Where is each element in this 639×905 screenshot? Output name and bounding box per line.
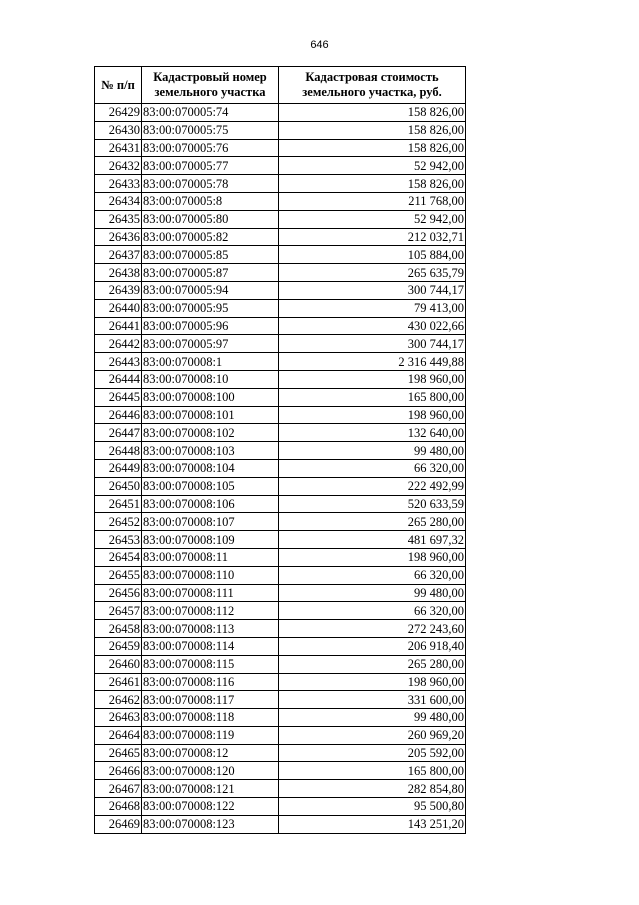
- row-number-cell: 26440: [95, 299, 142, 317]
- cadastral-number-cell: 83:00:070005:85: [142, 246, 279, 264]
- row-number-cell: 26445: [95, 388, 142, 406]
- table-row: [95, 406, 466, 424]
- cadastral-number-cell: 83:00:070008:113: [142, 620, 279, 638]
- row-number-cell: 26467: [95, 780, 142, 798]
- row-number-cell: 26449: [95, 459, 142, 477]
- cadastral-number-cell: 83:00:070005:82: [142, 228, 279, 246]
- cadastral-number-cell: 83:00:070008:117: [142, 691, 279, 709]
- cadastral-value-cell: 265 280,00: [279, 513, 466, 531]
- header-cadastral-value: Кадастровая стоимость земельного участка, руб.: [279, 67, 466, 104]
- row-number-cell: 26438: [95, 264, 142, 282]
- row-number-cell: 26465: [95, 744, 142, 762]
- cadastral-value-cell: 206 918,40: [279, 637, 466, 655]
- row-number-cell: 26461: [95, 673, 142, 691]
- table-row: [95, 157, 466, 175]
- row-number-cell: 26447: [95, 424, 142, 442]
- cadastral-value-cell: 520 633,59: [279, 495, 466, 513]
- cadastral-number-cell: 83:00:070008:103: [142, 442, 279, 460]
- cadastral-number-cell: 83:00:070008:12: [142, 744, 279, 762]
- cadastral-number-cell: 83:00:070008:120: [142, 762, 279, 780]
- cadastral-value-cell: 165 800,00: [279, 762, 466, 780]
- cadastral-value-cell: 430 022,66: [279, 317, 466, 335]
- cadastral-value-cell: 265 280,00: [279, 655, 466, 673]
- row-number-cell: 26446: [95, 406, 142, 424]
- table-row: [95, 495, 466, 513]
- table-row: [95, 673, 466, 691]
- row-number-cell: 26459: [95, 637, 142, 655]
- table-row: [95, 744, 466, 762]
- table-row: [95, 602, 466, 620]
- cadastral-number-cell: 83:00:070008:10: [142, 370, 279, 388]
- table-row: [95, 637, 466, 655]
- row-number-cell: 26429: [95, 104, 142, 122]
- cadastral-value-cell: 198 960,00: [279, 673, 466, 691]
- table-row: [95, 548, 466, 566]
- table-row: [95, 709, 466, 727]
- row-number-cell: 26463: [95, 709, 142, 727]
- table-row: [95, 655, 466, 673]
- cadastral-number-cell: 83:00:070008:118: [142, 709, 279, 727]
- table-row: [95, 815, 466, 833]
- row-number-cell: 26466: [95, 762, 142, 780]
- cadastral-number-cell: 83:00:070008:116: [142, 673, 279, 691]
- cadastral-number-cell: 83:00:070005:96: [142, 317, 279, 335]
- cadastral-value-cell: 143 251,20: [279, 815, 466, 833]
- cadastral-value-cell: 52 942,00: [279, 210, 466, 228]
- cadastral-value-cell: 158 826,00: [279, 104, 466, 122]
- cadastral-number-cell: 83:00:070005:78: [142, 175, 279, 193]
- cadastral-value-cell: 2 316 449,88: [279, 353, 466, 371]
- table-row: [95, 798, 466, 816]
- table-row: [95, 335, 466, 353]
- table-row: [95, 513, 466, 531]
- row-number-cell: 26452: [95, 513, 142, 531]
- cadastral-value-cell: 66 320,00: [279, 459, 466, 477]
- cadastral-value-cell: 158 826,00: [279, 139, 466, 157]
- cadastral-number-cell: 83:00:070005:87: [142, 264, 279, 282]
- cadastral-number-cell: 83:00:070008:104: [142, 459, 279, 477]
- table-row: [95, 566, 466, 584]
- cadastral-number-cell: 83:00:070008:105: [142, 477, 279, 495]
- row-number-cell: 26454: [95, 548, 142, 566]
- cadastral-value-cell: 331 600,00: [279, 691, 466, 709]
- row-number-cell: 26432: [95, 157, 142, 175]
- cadastral-number-cell: 83:00:070008:106: [142, 495, 279, 513]
- cadastral-value-cell: 158 826,00: [279, 175, 466, 193]
- row-number-cell: 26455: [95, 566, 142, 584]
- cadastral-value-cell: 66 320,00: [279, 566, 466, 584]
- table-row: [95, 246, 466, 264]
- cadastral-number-cell: 83:00:070005:75: [142, 121, 279, 139]
- table-row: [95, 388, 466, 406]
- cadastral-value-cell: 211 768,00: [279, 192, 466, 210]
- cadastral-number-cell: 83:00:070008:109: [142, 531, 279, 549]
- cadastral-value-cell: 158 826,00: [279, 121, 466, 139]
- table-row: [95, 281, 466, 299]
- header-number: № п/п: [95, 67, 142, 104]
- cadastral-number-cell: 83:00:070008:114: [142, 637, 279, 655]
- table-row: [95, 762, 466, 780]
- row-number-cell: 26436: [95, 228, 142, 246]
- row-number-cell: 26453: [95, 531, 142, 549]
- cadastral-value-cell: 165 800,00: [279, 388, 466, 406]
- cadastral-number-cell: 83:00:070008:119: [142, 726, 279, 744]
- cadastral-value-table: [94, 66, 466, 834]
- header-cadastral-number: Кадастровый номер земельного участка: [142, 67, 279, 104]
- cadastral-value-cell: 481 697,32: [279, 531, 466, 549]
- table-row: [95, 353, 466, 371]
- row-number-cell: 26431: [95, 139, 142, 157]
- table-row: [95, 531, 466, 549]
- table-row: [95, 210, 466, 228]
- cadastral-number-cell: 83:00:070008:1: [142, 353, 279, 371]
- row-number-cell: 26469: [95, 815, 142, 833]
- table-row: [95, 121, 466, 139]
- cadastral-number-cell: 83:00:070005:76: [142, 139, 279, 157]
- cadastral-value-cell: 99 480,00: [279, 584, 466, 602]
- row-number-cell: 26435: [95, 210, 142, 228]
- cadastral-number-cell: 83:00:070008:121: [142, 780, 279, 798]
- row-number-cell: 26464: [95, 726, 142, 744]
- row-number-cell: 26433: [95, 175, 142, 193]
- cadastral-value-cell: 272 243,60: [279, 620, 466, 638]
- cadastral-value-cell: 212 032,71: [279, 228, 466, 246]
- cadastral-number-cell: 83:00:070005:94: [142, 281, 279, 299]
- cadastral-value-cell: 265 635,79: [279, 264, 466, 282]
- cadastral-value-cell: 52 942,00: [279, 157, 466, 175]
- cadastral-value-cell: 282 854,80: [279, 780, 466, 798]
- table-row: [95, 459, 466, 477]
- table-row: [95, 620, 466, 638]
- row-number-cell: 26458: [95, 620, 142, 638]
- row-number-cell: 26451: [95, 495, 142, 513]
- row-number-cell: 26462: [95, 691, 142, 709]
- cadastral-number-cell: 83:00:070008:122: [142, 798, 279, 816]
- cadastral-number-cell: 83:00:070008:107: [142, 513, 279, 531]
- cadastral-value-cell: 79 413,00: [279, 299, 466, 317]
- cadastral-number-cell: 83:00:070008:100: [142, 388, 279, 406]
- cadastral-value-cell: 132 640,00: [279, 424, 466, 442]
- table-row: [95, 139, 466, 157]
- table-row: [95, 175, 466, 193]
- row-number-cell: 26457: [95, 602, 142, 620]
- table-header: [95, 67, 466, 104]
- row-number-cell: 26430: [95, 121, 142, 139]
- row-number-cell: 26456: [95, 584, 142, 602]
- table-row: [95, 192, 466, 210]
- cadastral-number-cell: 83:00:070005:74: [142, 104, 279, 122]
- row-number-cell: 26460: [95, 655, 142, 673]
- row-number-cell: 26450: [95, 477, 142, 495]
- cadastral-value-cell: 66 320,00: [279, 602, 466, 620]
- table-row: [95, 424, 466, 442]
- table-row: [95, 370, 466, 388]
- cadastral-number-cell: 83:00:070008:101: [142, 406, 279, 424]
- table-row: [95, 477, 466, 495]
- table-row: [95, 726, 466, 744]
- cadastral-value-cell: 198 960,00: [279, 406, 466, 424]
- cadastral-number-cell: 83:00:070008:110: [142, 566, 279, 584]
- cadastral-value-cell: 300 744,17: [279, 335, 466, 353]
- row-number-cell: 26439: [95, 281, 142, 299]
- cadastral-number-cell: 83:00:070005:8: [142, 192, 279, 210]
- cadastral-number-cell: 83:00:070008:111: [142, 584, 279, 602]
- row-number-cell: 26434: [95, 192, 142, 210]
- cadastral-number-cell: 83:00:070005:97: [142, 335, 279, 353]
- table-row: [95, 264, 466, 282]
- cadastral-value-cell: 198 960,00: [279, 548, 466, 566]
- table-body: [95, 104, 466, 834]
- table-row: [95, 228, 466, 246]
- row-number-cell: 26441: [95, 317, 142, 335]
- cadastral-value-cell: 99 480,00: [279, 709, 466, 727]
- table-row: [95, 780, 466, 798]
- cadastral-number-cell: 83:00:070008:123: [142, 815, 279, 833]
- table-row: [95, 584, 466, 602]
- row-number-cell: 26444: [95, 370, 142, 388]
- cadastral-number-cell: 83:00:070008:11: [142, 548, 279, 566]
- cadastral-value-cell: 260 969,20: [279, 726, 466, 744]
- table-row: [95, 442, 466, 460]
- table-row: [95, 691, 466, 709]
- row-number-cell: 26468: [95, 798, 142, 816]
- cadastral-value-cell: 222 492,99: [279, 477, 466, 495]
- cadastral-number-cell: 83:00:070008:115: [142, 655, 279, 673]
- row-number-cell: 26442: [95, 335, 142, 353]
- row-number-cell: 26437: [95, 246, 142, 264]
- cadastral-number-cell: 83:00:070005:80: [142, 210, 279, 228]
- row-number-cell: 26443: [95, 353, 142, 371]
- cadastral-value-cell: 205 592,00: [279, 744, 466, 762]
- table-row: [95, 317, 466, 335]
- row-number-cell: 26448: [95, 442, 142, 460]
- cadastral-value-cell: 99 480,00: [279, 442, 466, 460]
- header-row: [95, 67, 466, 104]
- page-number: 646: [310, 39, 329, 51]
- cadastral-value-cell: 95 500,80: [279, 798, 466, 816]
- cadastral-number-cell: 83:00:070005:95: [142, 299, 279, 317]
- cadastral-value-cell: 198 960,00: [279, 370, 466, 388]
- table-row: [95, 104, 466, 122]
- cadastral-number-cell: 83:00:070005:77: [142, 157, 279, 175]
- cadastral-number-cell: 83:00:070008:102: [142, 424, 279, 442]
- table-row: [95, 299, 466, 317]
- cadastral-number-cell: 83:00:070008:112: [142, 602, 279, 620]
- cadastral-value-cell: 300 744,17: [279, 281, 466, 299]
- cadastral-value-cell: 105 884,00: [279, 246, 466, 264]
